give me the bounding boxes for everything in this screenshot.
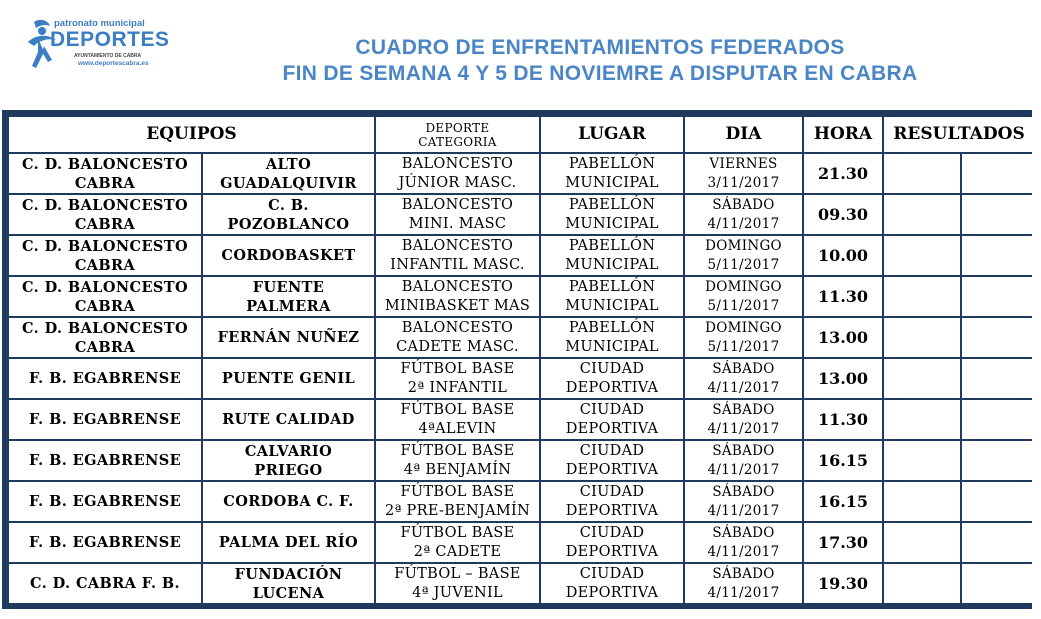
logo-subtitle: patronato municipal xyxy=(54,18,145,29)
result-home-cell xyxy=(884,400,960,439)
away-team-line-1: FUENTE xyxy=(252,278,325,296)
away-team xyxy=(203,400,374,439)
venue-line-1: PABELLÓN xyxy=(568,155,656,172)
venue xyxy=(541,277,683,316)
result-away-cell xyxy=(962,400,1034,439)
home-team xyxy=(9,195,201,234)
venue-line-2: DEPORTIVA xyxy=(565,379,659,396)
home-team-line-1: C. D. BALONCESTO xyxy=(21,196,188,214)
header-deporte-categoria xyxy=(376,117,539,152)
venue-line-2: DEPORTIVA xyxy=(565,420,659,437)
home-team xyxy=(9,236,201,275)
patronato-deportes-logo xyxy=(22,16,170,78)
sport-category xyxy=(376,523,539,562)
sport-category xyxy=(376,277,539,316)
page-title-line-1: CUADRO DE ENFRENTAMIENTOS FEDERADOS xyxy=(355,36,845,59)
sport-category-line-1: FÚTBOL BASE xyxy=(400,442,515,459)
match-hour: 11.30 xyxy=(804,277,882,316)
away-team xyxy=(203,482,374,521)
match-day-line-2: 5/11/2017 xyxy=(707,297,780,314)
match-day-line-1: SÁBADO xyxy=(712,401,775,418)
venue-line-1: PABELLÓN xyxy=(568,319,656,336)
match-day-line-1: DOMINGO xyxy=(705,278,782,295)
header-equipos: EQUIPOS xyxy=(9,117,374,152)
away-team xyxy=(203,441,374,480)
venue-line-1: CIUDAD xyxy=(579,401,645,418)
venue xyxy=(541,318,683,357)
header-hora: HORA xyxy=(804,117,882,152)
away-team-line-2: PRIEGO xyxy=(254,461,323,479)
home-team-line-2: CABRA xyxy=(74,297,136,315)
venue-line-1: CIUDAD xyxy=(579,442,645,459)
result-home-cell xyxy=(884,154,960,193)
result-away-cell xyxy=(962,482,1034,521)
away-team xyxy=(203,523,374,562)
away-team xyxy=(203,195,374,234)
sport-category-line-2: 2ª PRE-BENJAMÍN xyxy=(384,502,531,519)
match-day-line-1: SÁBADO xyxy=(712,524,775,541)
match-hour: 10.00 xyxy=(804,236,882,275)
result-home-cell xyxy=(884,195,960,234)
match-day xyxy=(685,277,802,316)
sport-category xyxy=(376,154,539,193)
result-away-cell xyxy=(962,154,1034,193)
fixtures-table xyxy=(9,117,1027,606)
home-team-line-1: C. D. CABRA F. B. xyxy=(30,575,180,592)
venue-line-1: CIUDAD xyxy=(579,524,645,541)
match-day-line-1: SÁBADO xyxy=(712,360,775,377)
result-home-cell xyxy=(884,277,960,316)
match-day xyxy=(685,318,802,357)
venue-line-2: DEPORTIVA xyxy=(565,461,659,478)
header-categoria-label: CATEGORIA xyxy=(418,134,497,149)
away-team xyxy=(203,154,374,193)
match-day-line-1: SÁBADO xyxy=(712,442,775,459)
home-team-line-1: C. D. BALONCESTO xyxy=(21,319,188,337)
result-home-cell xyxy=(884,564,960,603)
home-team-line-1: C. D. BALONCESTO xyxy=(21,278,188,296)
match-hour: 16.15 xyxy=(804,482,882,521)
sport-category-line-2: INFANTIL MASC. xyxy=(390,256,525,273)
venue xyxy=(541,523,683,562)
match-day xyxy=(685,441,802,480)
away-team-line-1: FERNÁN NUÑEZ xyxy=(217,329,360,346)
venue-line-1: CIUDAD xyxy=(579,483,645,500)
match-day-line-2: 5/11/2017 xyxy=(707,338,780,355)
venue-line-2: DEPORTIVA xyxy=(565,584,659,601)
away-team-line-1: PUENTE GENIL xyxy=(221,370,356,387)
venue-line-1: PABELLÓN xyxy=(568,196,656,213)
result-away-cell xyxy=(962,523,1034,562)
match-day xyxy=(685,154,802,193)
sport-category-line-2: MINI. MASC xyxy=(408,215,507,232)
sport-category-line-1: BALONCESTO xyxy=(401,278,514,295)
away-team-line-1: CORDOBA C. F. xyxy=(223,493,354,510)
sport-category-line-1: BALONCESTO xyxy=(401,196,514,213)
sport-category-line-2: 4ªALEVIN xyxy=(418,420,497,437)
away-team-line-1: FUNDACIÓN xyxy=(234,565,343,583)
home-team xyxy=(9,359,201,398)
sport-category-line-2: 4ª JUVENIL xyxy=(412,584,503,601)
home-team-line-1: C. D. BALONCESTO xyxy=(21,237,188,255)
venue xyxy=(541,482,683,521)
match-day xyxy=(685,400,802,439)
result-home-cell xyxy=(884,236,960,275)
sport-category-line-2: 2ª CADETE xyxy=(413,543,502,560)
sport-category xyxy=(376,482,539,521)
match-hour: 11.30 xyxy=(804,400,882,439)
match-day-line-1: DOMINGO xyxy=(705,237,782,254)
match-day-line-2: 4/11/2017 xyxy=(707,215,780,232)
away-team-line-2: GUADALQUIVIR xyxy=(220,174,357,192)
result-away-cell xyxy=(962,195,1034,234)
result-home-cell xyxy=(884,359,960,398)
home-team xyxy=(9,482,201,521)
match-hour: 09.30 xyxy=(804,195,882,234)
result-away-cell xyxy=(962,359,1034,398)
match-day-line-1: DOMINGO xyxy=(705,319,782,336)
home-team xyxy=(9,277,201,316)
venue-line-2: MUNICIPAL xyxy=(565,338,659,355)
home-team xyxy=(9,400,201,439)
match-day xyxy=(685,482,802,521)
match-day xyxy=(685,236,802,275)
result-away-cell xyxy=(962,318,1034,357)
logo-website: www.deportescabra.es xyxy=(78,60,149,67)
match-hour: 16.15 xyxy=(804,441,882,480)
away-team-line-1: C. B. xyxy=(268,196,309,214)
result-home-cell xyxy=(884,523,960,562)
home-team xyxy=(9,441,201,480)
match-day-line-2: 3/11/2017 xyxy=(707,174,780,191)
header-dia: DIA xyxy=(685,117,802,152)
match-hour: 19.30 xyxy=(804,564,882,603)
venue-line-1: CIUDAD xyxy=(579,360,645,377)
venue-line-2: MUNICIPAL xyxy=(565,174,659,191)
match-day-line-1: SÁBADO xyxy=(712,196,775,213)
match-hour: 13.00 xyxy=(804,318,882,357)
result-away-cell xyxy=(962,236,1034,275)
away-team xyxy=(203,236,374,275)
header-lugar: LUGAR xyxy=(541,117,683,152)
result-home-cell xyxy=(884,441,960,480)
venue-line-2: MUNICIPAL xyxy=(565,256,659,273)
match-day xyxy=(685,195,802,234)
sport-category-line-2: JÚNIOR MASC. xyxy=(398,174,517,191)
page-title-line-2: FIN DE SEMANA 4 Y 5 DE NOVIEMRE A DISPUTAR EN CABRA xyxy=(282,62,918,85)
venue-line-1: PABELLÓN xyxy=(568,278,656,295)
sport-category xyxy=(376,236,539,275)
match-day xyxy=(685,564,802,603)
match-day-line-2: 4/11/2017 xyxy=(707,461,780,478)
match-day-line-2: 4/11/2017 xyxy=(707,543,780,560)
match-day xyxy=(685,523,802,562)
result-home-cell xyxy=(884,318,960,357)
sport-category-line-1: BALONCESTO xyxy=(401,319,514,336)
home-team xyxy=(9,523,201,562)
sport-category-line-1: FÚTBOL BASE xyxy=(400,524,515,541)
sport-category-line-2: CADETE MASC. xyxy=(396,338,519,355)
logo-organization: AYUNTAMIENTO DE CABRA xyxy=(74,53,142,59)
venue xyxy=(541,400,683,439)
away-team-line-1: RUTE CALIDAD xyxy=(222,411,355,428)
result-away-cell xyxy=(962,564,1034,603)
sport-category-line-1: FÚTBOL BASE xyxy=(400,483,515,500)
home-team-line-2: CABRA xyxy=(74,338,136,356)
sport-category-line-1: FÚTBOL BASE xyxy=(400,401,515,418)
venue xyxy=(541,564,683,603)
result-away-cell xyxy=(962,441,1034,480)
home-team-line-1: F. B. EGABRENSE xyxy=(28,411,182,428)
away-team-line-2: PALMERA xyxy=(246,297,331,315)
away-team xyxy=(203,564,374,603)
match-hour: 17.30 xyxy=(804,523,882,562)
venue xyxy=(541,359,683,398)
header-resultados: RESULTADOS xyxy=(884,117,1034,152)
venue-line-2: MUNICIPAL xyxy=(565,215,659,232)
away-team-line-1: ALTO xyxy=(265,155,312,173)
header-deporte-label: DEPORTE xyxy=(425,120,490,135)
home-team xyxy=(9,154,201,193)
match-day-line-1: SÁBADO xyxy=(712,483,775,500)
home-team-line-1: F. B. EGABRENSE xyxy=(28,493,182,510)
match-day-line-2: 4/11/2017 xyxy=(707,379,780,396)
match-day-line-2: 4/11/2017 xyxy=(707,584,780,601)
sport-category xyxy=(376,400,539,439)
sport-category-line-2: 4ª BENJAMÍN xyxy=(403,461,512,478)
match-day-line-2: 4/11/2017 xyxy=(707,502,780,519)
match-hour: 13.00 xyxy=(804,359,882,398)
home-team-line-1: F. B. EGABRENSE xyxy=(28,452,182,469)
venue-line-1: CIUDAD xyxy=(579,565,645,582)
result-away-cell xyxy=(962,277,1034,316)
away-team xyxy=(203,277,374,316)
sport-category xyxy=(376,441,539,480)
logo-wordmark: DEPORTES xyxy=(50,28,170,51)
venue-line-2: DEPORTIVA xyxy=(565,502,659,519)
sport-category-line-2: MINIBASKET MAS xyxy=(384,297,531,314)
match-hour: 21.30 xyxy=(804,154,882,193)
venue-line-2: MUNICIPAL xyxy=(565,297,659,314)
sport-category xyxy=(376,195,539,234)
home-team xyxy=(9,564,201,603)
away-team xyxy=(203,318,374,357)
sport-category-line-1: FÚTBOL BASE xyxy=(400,360,515,377)
sport-category xyxy=(376,359,539,398)
fixtures-table-frame xyxy=(2,110,1032,609)
match-day-line-1: SÁBADO xyxy=(712,565,775,582)
away-team-line-1: CORDOBASKET xyxy=(221,247,356,264)
match-day-line-2: 4/11/2017 xyxy=(707,420,780,437)
venue xyxy=(541,441,683,480)
home-team-line-1: F. B. EGABRENSE xyxy=(28,534,182,551)
home-team-line-1: C. D. BALONCESTO xyxy=(21,155,188,173)
away-team-line-2: LUCENA xyxy=(252,584,325,602)
home-team-line-2: CABRA xyxy=(74,215,136,233)
match-day-line-1: VIERNES xyxy=(709,155,778,172)
venue xyxy=(541,236,683,275)
result-home-cell xyxy=(884,482,960,521)
venue-line-2: DEPORTIVA xyxy=(565,543,659,560)
sport-category xyxy=(376,318,539,357)
away-team-line-1: CALVARIO xyxy=(244,442,333,460)
sport-category-line-2: 2ª INFANTIL xyxy=(407,379,508,396)
sport-category-line-1: BALONCESTO xyxy=(401,155,514,172)
away-team-line-1: PALMA DEL RÍO xyxy=(218,534,359,551)
home-team-line-1: F. B. EGABRENSE xyxy=(28,370,182,387)
sport-category-line-1: BALONCESTO xyxy=(401,237,514,254)
home-team-line-2: CABRA xyxy=(74,174,136,192)
home-team-line-2: CABRA xyxy=(74,256,136,274)
home-team xyxy=(9,318,201,357)
venue xyxy=(541,195,683,234)
venue xyxy=(541,154,683,193)
sport-category-line-1: FÚTBOL – BASE xyxy=(394,565,521,582)
away-team-line-2: POZOBLANCO xyxy=(227,215,350,233)
venue-line-1: PABELLÓN xyxy=(568,237,656,254)
away-team xyxy=(203,359,374,398)
sport-category xyxy=(376,564,539,603)
match-day-line-2: 5/11/2017 xyxy=(707,256,780,273)
match-day xyxy=(685,359,802,398)
